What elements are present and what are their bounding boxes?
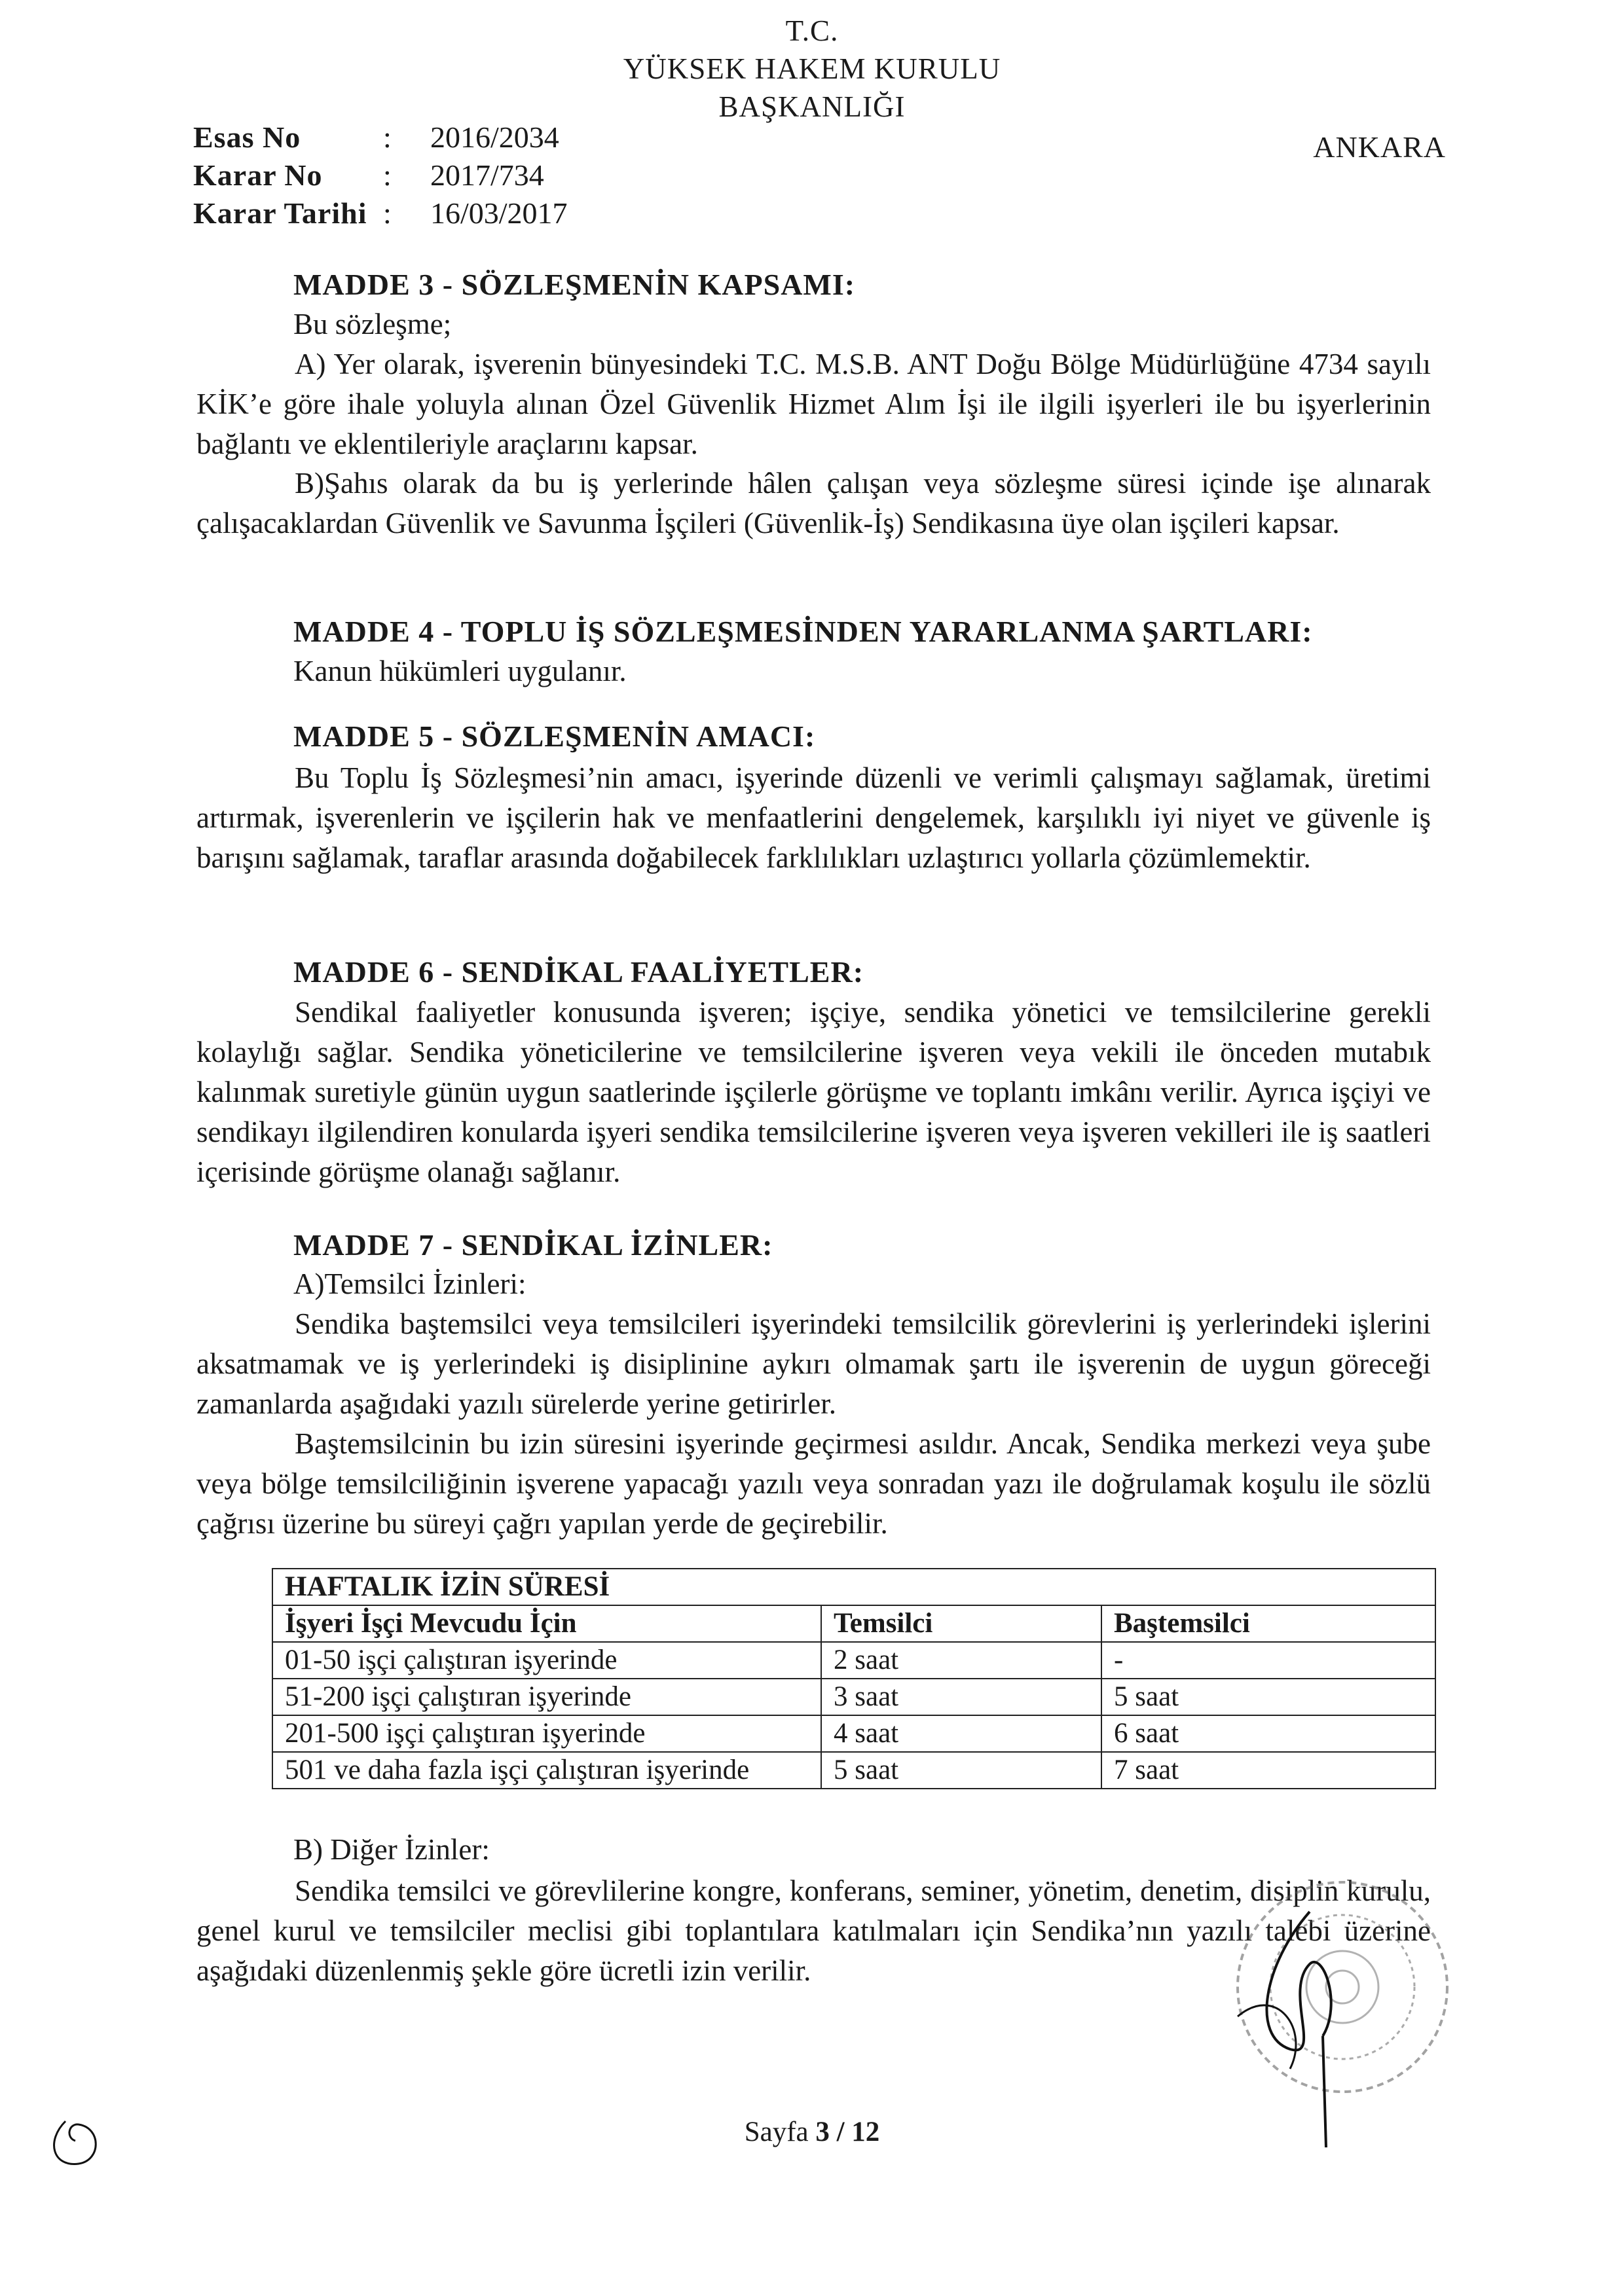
table-row	[272, 1715, 1435, 1752]
madde4-text: Kanun hükümleri uygulanır.	[293, 655, 627, 687]
table-row	[272, 1679, 1435, 1715]
table-row	[272, 1642, 1435, 1679]
table-cell: 201-500 işçi çalıştıran işyerinde	[272, 1715, 821, 1752]
header-presidency: BAŞKANLIĞI	[718, 90, 906, 123]
madde6-text: Sendikal faaliyetler konusunda işveren; işçiye, sendika yönetici ve temsilcilerine gerekli kolaylığı sağlar. Sendika yöneticilerine ve temsilcilerine işveren veya vekili ile önceden mutabık kalınmak suretiyle günün uygun saatlerinde işçilerle görüşme ve toplantı imkânı verilir. Ayrıca işçiyi ve sendikayı ilgilendiren konularda işyeri sendika temsilcilerine işveren veya işveren vekilleri ile iş saatleri içerisinde görüşme olanağı sağlanır.	[196, 996, 1431, 1188]
header-tc: T.C.	[785, 14, 839, 47]
table-cell: 01-50 işçi çalıştıran işyerinde	[272, 1642, 821, 1679]
meta-label: Esas No	[193, 120, 301, 154]
meta-label: Karar No	[193, 158, 323, 192]
table-cell: -	[1101, 1642, 1435, 1679]
madde5-text: Bu Toplu İş Sözleşmesi’nin amacı, işyerinde düzenli ve verimli çalışmayı sağlamak, üretimi artırmak, işverenlerin ve işçilerin hak ve menfaatlerini dengelemek, karşılıklı iyi niyet ve güvenle iş barışını sağlamak, taraflar arasında doğabilecek farklılıkları uzlaştırıcı yollarla çözümlemektir.	[196, 761, 1431, 874]
madde7-p3: Sendika temsilci ve görevlilerine kongre, konferans, seminer, yönetim, denetim, disiplin kurulu, genel kurul ve temsilciler meclisi gibi toplantılara katılmaları için Sendika’nın yazılı talebi üzerine aşağıdaki düzenlenmiş şekle göre ücretli izin verilir.	[196, 1874, 1431, 1987]
table-header-cell: Baştemsilci	[1101, 1605, 1435, 1642]
page-number	[0, 2116, 1624, 2148]
table-cell: 51-200 işçi çalıştıran işyerinde	[272, 1679, 821, 1715]
madde3-a: A) Yer olarak, işverenin bünyesindeki T.C. M.S.B. ANT Doğu Bölge Müdürlüğüne 4734 sayılı KİK’e göre ihale yoluyla alınan Özel Güvenlik Hizmet Alım İşi ile ilgili işyerleri ile bu işyerlerinin bağlantı ve eklentileriyle araçlarını kapsar.	[196, 348, 1431, 460]
meta-value: 2017/734	[430, 158, 544, 192]
table-cell: 7 saat	[1101, 1752, 1435, 1789]
header-city: ANKARA	[1313, 130, 1446, 164]
page-label: Sayfa	[744, 2117, 809, 2147]
header-institution: YÜKSEK HAKEM KURULU	[623, 52, 1001, 85]
izin-table	[272, 1568, 1436, 1789]
table-cell: 501 ve daha fazla işçi çalıştıran işyerinde	[272, 1752, 821, 1789]
table-cell: 5 saat	[1101, 1679, 1435, 1715]
madde5-heading: MADDE 5 - SÖZLEŞMENİN AMACI:	[293, 720, 816, 753]
madde6-heading: MADDE 6 - SENDİKAL FAALİYETLER:	[293, 955, 864, 989]
table-header-cell: İşyeri İşçi Mevcudu İçin	[272, 1605, 821, 1642]
table-cell: 5 saat	[821, 1752, 1101, 1789]
table-cell: 4 saat	[821, 1715, 1101, 1752]
table-header-row	[272, 1605, 1435, 1642]
table-header-cell: Temsilci	[821, 1605, 1101, 1642]
madde7-p1: Sendika baştemsilci veya temsilcileri işyerindeki temsilcilik görevlerini iş yerlerindeki işlerini aksatmamak ve iş yerlerindeki iş disiplinine aykırı olmamak şartı ile işverenin de uygun göreceği zamanlarda aşağıdaki yazılı sürelerde yerine getirirler.	[196, 1307, 1431, 1420]
meta-value: 16/03/2017	[430, 196, 568, 230]
page-num: 3 / 12	[815, 2117, 880, 2147]
madde7-p2: Baştemsilcinin bu izin süresini işyerinde geçirmesi asıldır. Ancak, Sendika merkezi veya şube veya bölge temsilciliğinin işverene yapacağı yazılı veya sonradan yazı ile doğrulamak koşulu ile sözlü çağrısı üzerine bu süreyi çağrı yapılan yerde de geçirebilir.	[196, 1427, 1431, 1540]
table-title-row	[272, 1569, 1435, 1605]
madde3-intro: Bu sözleşme;	[293, 308, 452, 340]
madde7-sub-b: B) Diğer İzinler:	[293, 1833, 490, 1866]
madde7-sub-a: A)Temsilci İzinleri:	[293, 1267, 526, 1300]
table-cell: 6 saat	[1101, 1715, 1435, 1752]
meta-value: 2016/2034	[430, 120, 559, 154]
meta-karar-tarihi: Karar Tarihi : 16/03/2017	[193, 194, 568, 233]
madde4-heading: MADDE 4 - TOPLU İŞ SÖZLEŞMESİNDEN YARARLANMA ŞARTLARI:	[293, 615, 1313, 648]
meta-label: Karar Tarihi	[193, 196, 367, 230]
madde3-b: B)Şahıs olarak da bu iş yerlerinde hâlen çalışan veya sözleşme süresi içinde işe alınarak çalışacaklardan Güvenlik ve Savunma İşçileri (Güvenlik-İş) Sendikasına üye olan işçileri kapsar.	[196, 467, 1431, 539]
madde3-heading: MADDE 3 - SÖZLEŞMENİN KAPSAMI:	[293, 268, 856, 301]
meta-esas-no: Esas No : 2016/2034	[193, 118, 559, 157]
table-title: HAFTALIK İZİN SÜRESİ	[272, 1569, 1435, 1605]
table-row	[272, 1752, 1435, 1789]
madde7-heading: MADDE 7 - SENDİKAL İZİNLER:	[293, 1228, 773, 1262]
table-cell: 3 saat	[821, 1679, 1101, 1715]
meta-karar-no: Karar No : 2017/734	[193, 156, 544, 195]
table-cell: 2 saat	[821, 1642, 1101, 1679]
